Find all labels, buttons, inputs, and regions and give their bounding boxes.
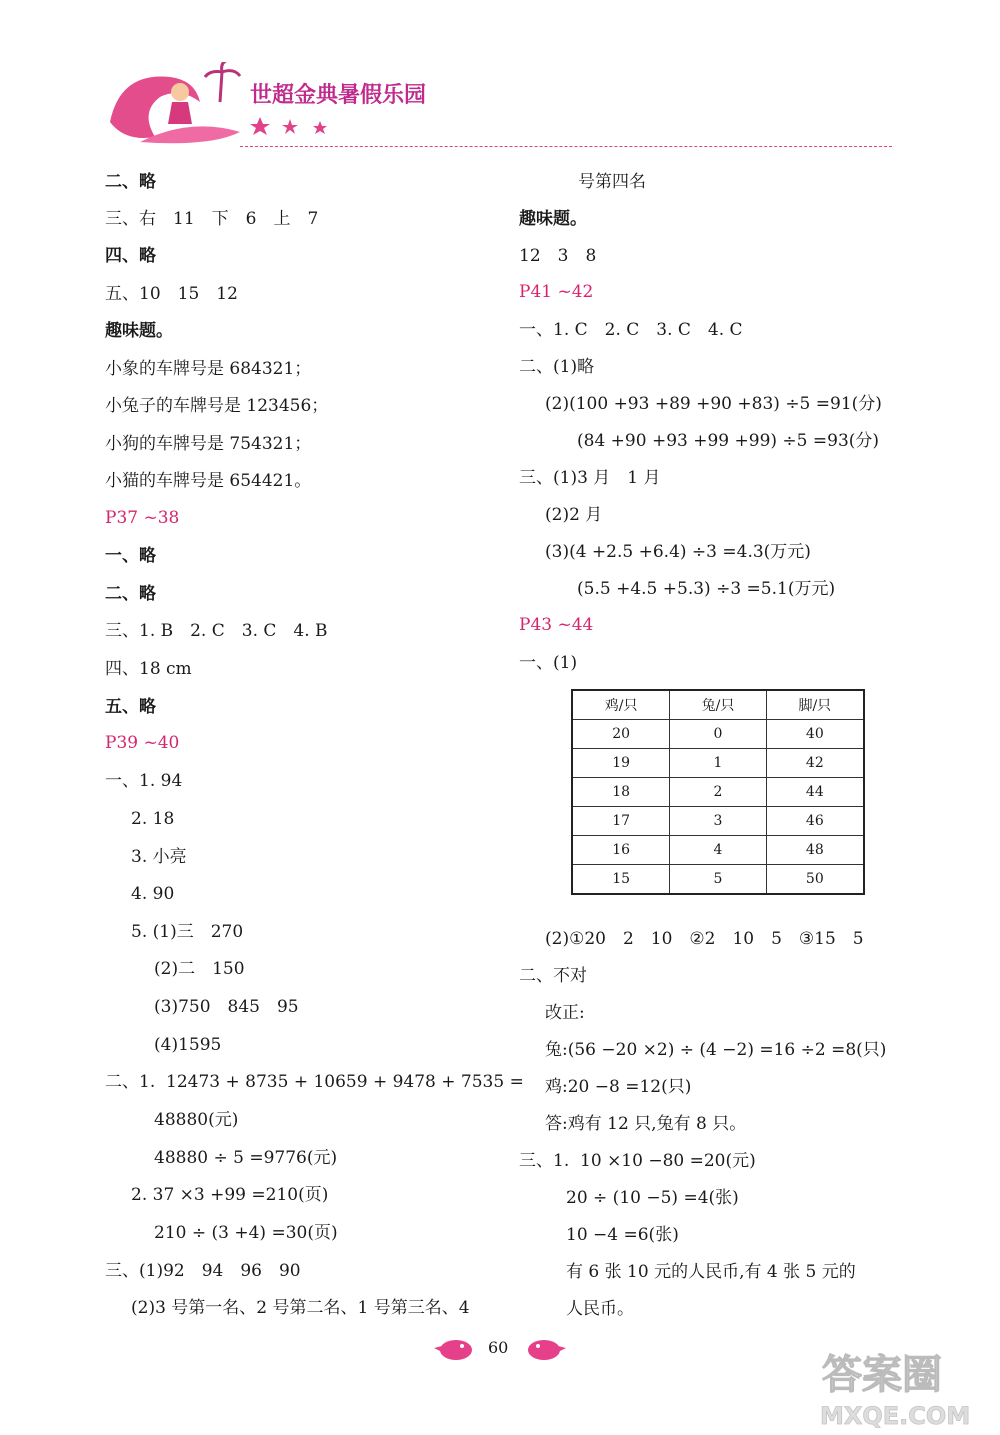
page-range-label: P39 ~40 bbox=[105, 733, 180, 753]
header-logo bbox=[100, 62, 460, 154]
answer-line: 四、18 cm bbox=[105, 659, 192, 679]
table-cell: 42 bbox=[766, 749, 864, 778]
answer-line: 一、(1) bbox=[519, 653, 578, 673]
table-row bbox=[572, 836, 864, 865]
answer-line: 二、1. 12473 + 8735 + 10659 + 9478 + 7535 = bbox=[105, 1072, 524, 1092]
answer-line: (5.5 +4.5 +5.3) ÷3 =5.1(万元) bbox=[577, 579, 836, 599]
table-cell: 50 bbox=[766, 865, 864, 895]
answer-line: 小猫的车牌号是 654421。 bbox=[105, 471, 312, 491]
answer-line: 一、略 bbox=[105, 546, 156, 566]
table-cell: 17 bbox=[572, 807, 670, 836]
bird-right-icon bbox=[524, 1334, 568, 1362]
table-row bbox=[572, 749, 864, 778]
section-heading: 趣味题。 bbox=[519, 209, 587, 229]
table-row bbox=[572, 807, 864, 836]
table-cell: 40 bbox=[766, 720, 864, 749]
answer-line: 三、(1)3 月 1 月 bbox=[519, 468, 661, 488]
answer-line: 二、(1)略 bbox=[519, 357, 595, 377]
answer-line: 二、略 bbox=[105, 584, 156, 604]
table-cell: 19 bbox=[572, 749, 670, 778]
table-header-row bbox=[572, 690, 864, 720]
table-cell: 15 bbox=[572, 865, 670, 895]
answer-line: (2)2 月 bbox=[545, 505, 603, 525]
answer-line: (2)①20 2 10 ②2 10 5 ③15 5 bbox=[545, 929, 864, 949]
answer-line: 号第四名 bbox=[578, 172, 646, 192]
answer-line: (4)1595 bbox=[154, 1035, 222, 1055]
answer-line: 五、略 bbox=[105, 697, 156, 717]
answer-line: 三、右 11 下 6 上 7 bbox=[105, 209, 319, 229]
logo-text: 世超金典暑假乐园 bbox=[250, 83, 427, 108]
answer-line: 一、1. C 2. C 3. C 4. C bbox=[519, 320, 743, 340]
table-cell: 1 bbox=[670, 749, 766, 778]
answer-line: 3. 小亮 bbox=[131, 847, 187, 867]
table-header: 鸡/只 bbox=[572, 690, 670, 720]
section-heading: 趣味题。 bbox=[105, 321, 173, 341]
answer-line: 小狗的车牌号是 754321； bbox=[105, 434, 312, 454]
watermark-logo bbox=[818, 1340, 990, 1432]
answer-line: 三、1. B 2. C 3. C 4. B bbox=[105, 621, 328, 641]
watermark-text: 答案圈 bbox=[822, 1352, 942, 1398]
answer-line: 有 6 张 10 元的人民币,有 4 张 5 元的 bbox=[566, 1262, 856, 1282]
answer-line: 兔:(56 −20 ×2) ÷ (4 −2) =16 ÷2 =8(只) bbox=[545, 1040, 887, 1060]
answer-line: 二、不对 bbox=[519, 966, 587, 986]
wave-surfer-icon bbox=[110, 62, 240, 143]
page-range-label: P41 ~42 bbox=[519, 282, 594, 302]
answer-line: 2. 18 bbox=[131, 809, 175, 829]
answer-line: 48880 ÷ 5 =9776(元) bbox=[154, 1148, 338, 1168]
table-cell: 48 bbox=[766, 836, 864, 865]
answer-line: 答:鸡有 12 只,兔有 8 只。 bbox=[545, 1114, 747, 1134]
answer-line: 三、(1)92 94 96 90 bbox=[105, 1261, 301, 1281]
table-cell: 4 bbox=[670, 836, 766, 865]
header-divider bbox=[240, 146, 892, 147]
table-cell: 20 bbox=[572, 720, 670, 749]
answer-line: 三、1. 10 ×10 −80 =20(元) bbox=[519, 1151, 756, 1171]
answer-line: (2)二 150 bbox=[154, 959, 245, 979]
answer-line: 10 −4 =6(张) bbox=[566, 1225, 679, 1245]
table-row bbox=[572, 865, 864, 895]
answer-line: (84 +90 +93 +99 +99) ÷5 =93(分) bbox=[577, 431, 880, 451]
answer-line: 5. (1)三 270 bbox=[131, 922, 244, 942]
table-cell: 16 bbox=[572, 836, 670, 865]
table-cell: 44 bbox=[766, 778, 864, 807]
answer-line: 小象的车牌号是 684321； bbox=[105, 359, 312, 379]
table-cell: 18 bbox=[572, 778, 670, 807]
table-cell: 3 bbox=[670, 807, 766, 836]
page-range-label: P43 ~44 bbox=[519, 615, 594, 635]
answer-line: 四、略 bbox=[105, 246, 156, 266]
answer-line: 二、略 bbox=[105, 172, 156, 192]
table-row bbox=[572, 720, 864, 749]
answer-line: 12 3 8 bbox=[519, 246, 597, 266]
answer-line: (2)(100 +93 +89 +90 +83) ÷5 =91(分) bbox=[545, 394, 882, 414]
answer-line: 小兔子的车牌号是 123456； bbox=[105, 396, 329, 416]
answer-line: 4. 90 bbox=[131, 884, 175, 904]
bird-left-icon bbox=[432, 1334, 476, 1362]
table-header: 脚/只 bbox=[766, 690, 864, 720]
answer-line: (3)750 845 95 bbox=[154, 997, 299, 1017]
answer-line: 五、10 15 12 bbox=[105, 284, 238, 304]
page-number: 60 bbox=[488, 1338, 509, 1357]
answer-line: 210 ÷ (3 +4) =30(页) bbox=[154, 1223, 338, 1243]
answer-line: 2. 37 ×3 +99 =210(页) bbox=[131, 1185, 329, 1205]
answer-line: (2)3 号第一名、2 号第二名、1 号第三名、4 bbox=[131, 1298, 470, 1318]
answer-line: 人民币。 bbox=[566, 1299, 634, 1319]
answer-line: 一、1. 94 bbox=[105, 771, 183, 791]
answer-line: 48880(元) bbox=[154, 1110, 239, 1130]
answer-line: 鸡:20 −8 =12(只) bbox=[545, 1077, 692, 1097]
answer-line: 20 ÷ (10 −5) =4(张) bbox=[566, 1188, 739, 1208]
table-cell: 2 bbox=[670, 778, 766, 807]
chicken-rabbit-table bbox=[571, 689, 865, 895]
table-cell: 0 bbox=[670, 720, 766, 749]
answer-line: 改正: bbox=[545, 1003, 585, 1023]
table-cell: 46 bbox=[766, 807, 864, 836]
watermark-url: MXQE.COM bbox=[820, 1402, 971, 1430]
page-range-label: P37 ~38 bbox=[105, 508, 180, 528]
answer-line: (3)(4 +2.5 +6.4) ÷3 =4.3(万元) bbox=[545, 542, 811, 562]
table-cell: 5 bbox=[670, 865, 766, 895]
table-row bbox=[572, 778, 864, 807]
table-header: 兔/只 bbox=[670, 690, 766, 720]
